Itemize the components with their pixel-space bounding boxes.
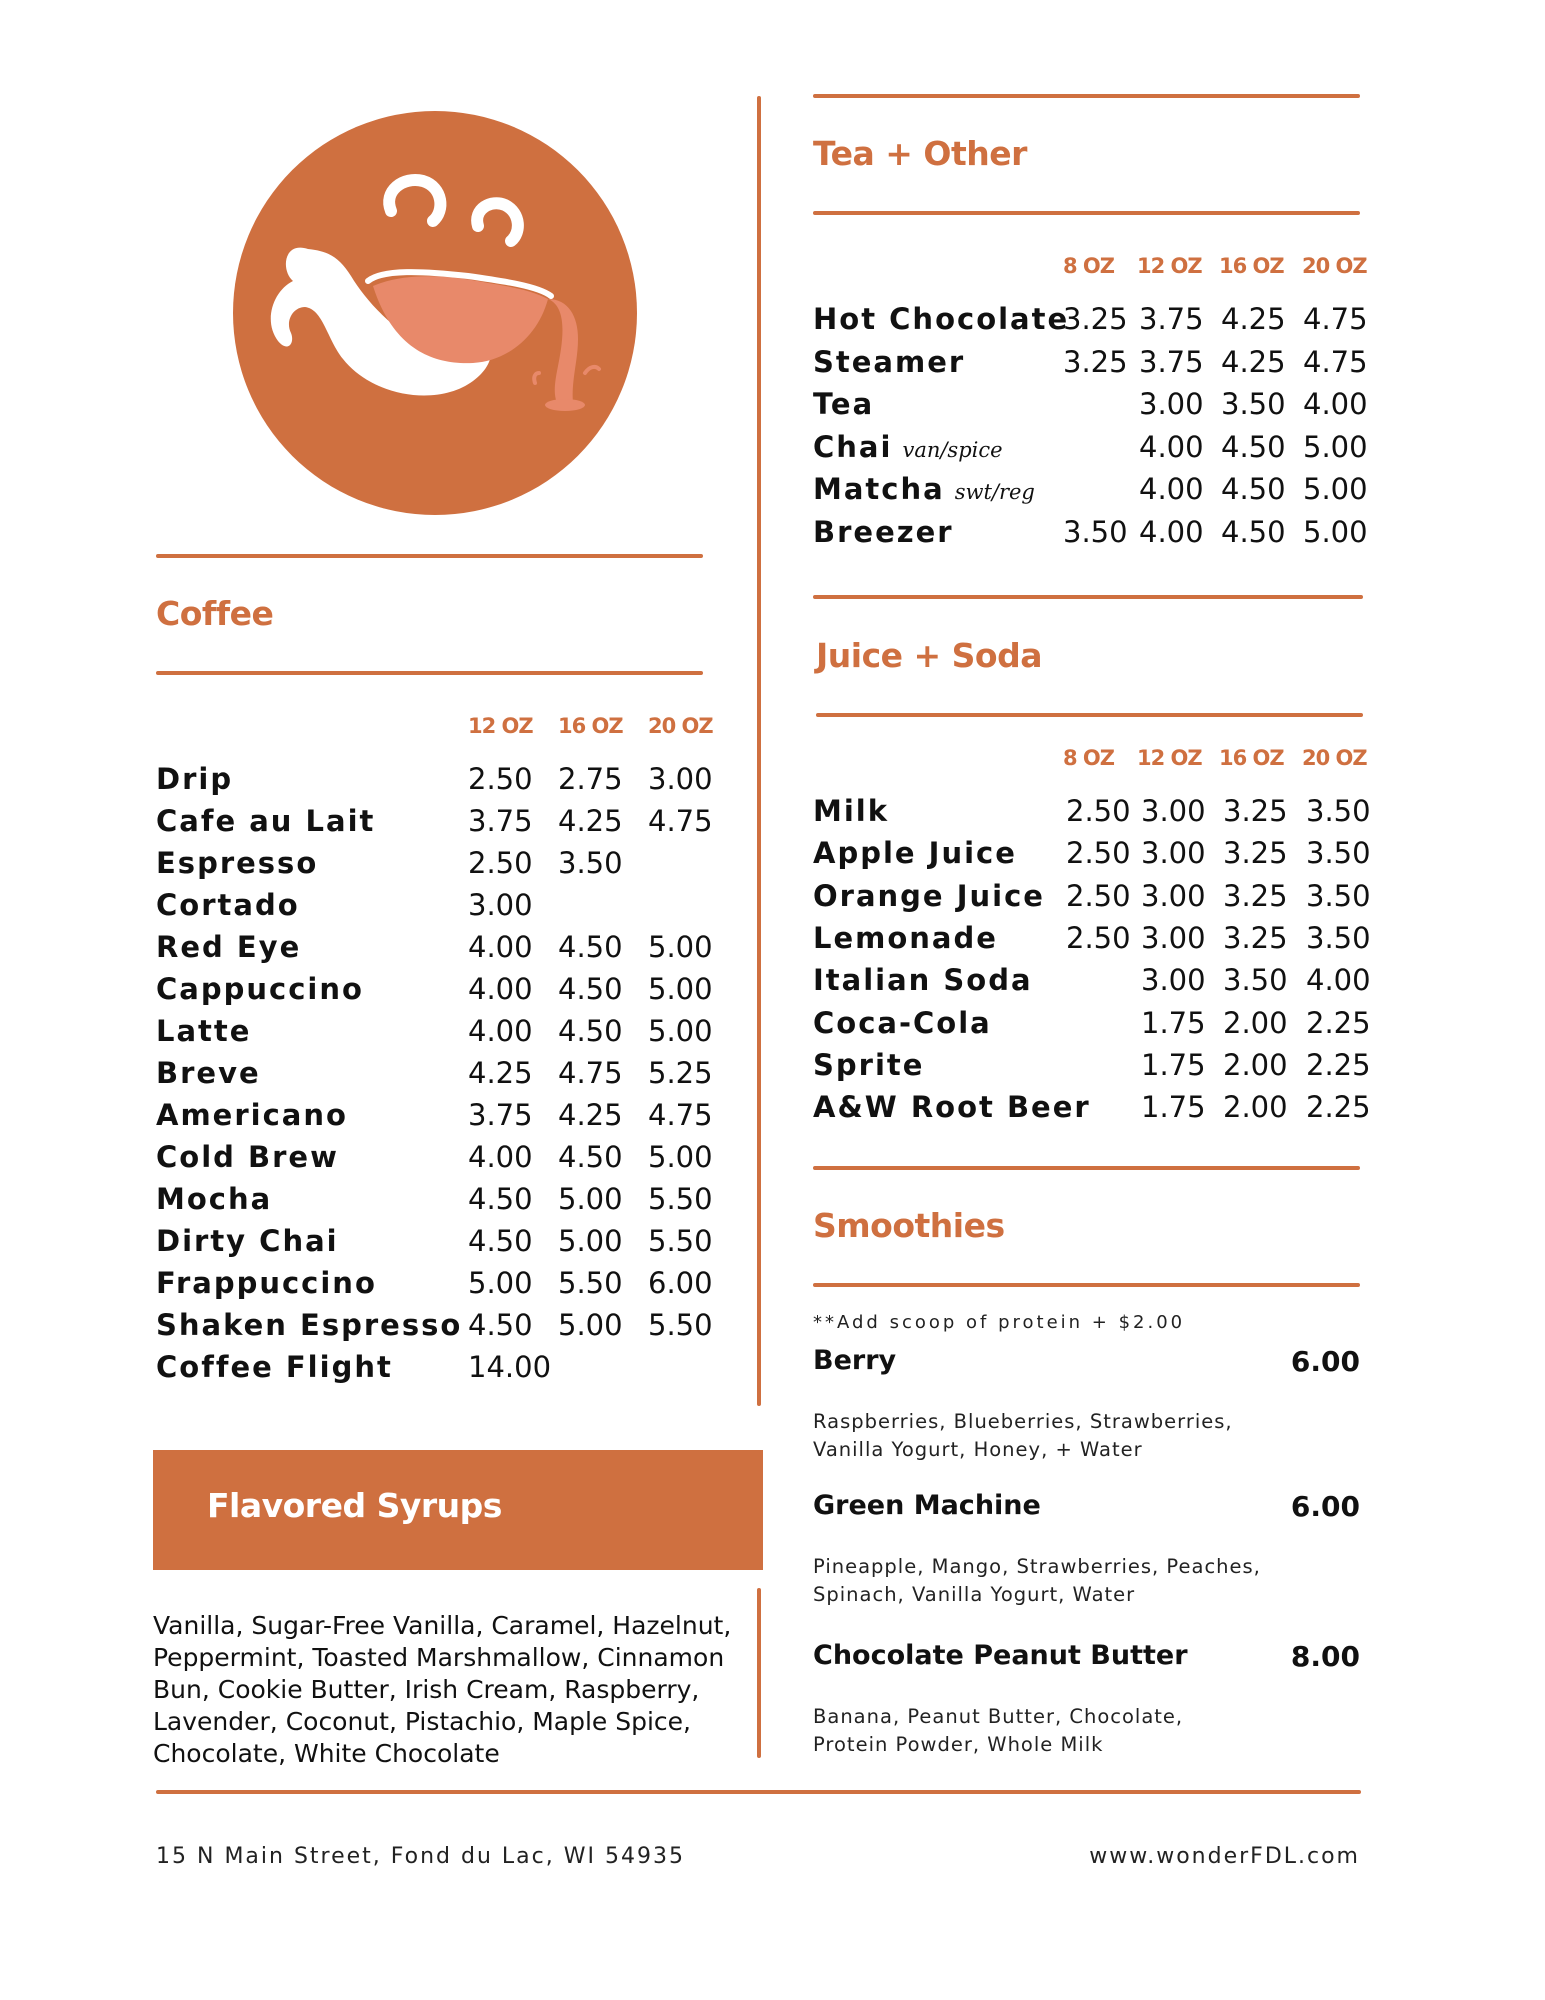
juice-item-price: 2.00 xyxy=(1223,1090,1288,1125)
coffee-item-price: 4.50 xyxy=(468,1224,533,1258)
juice-item-name: Sprite xyxy=(813,1047,925,1082)
coffee-item-name: Frappuccino xyxy=(156,1266,377,1300)
smoothie-description: Raspberries, Blueberries, Strawberries, xyxy=(813,1410,1233,1433)
tea-item-price: 4.00 xyxy=(1303,387,1368,421)
juice-top-rule xyxy=(813,595,1363,599)
juice-item-name: Lemonade xyxy=(813,920,998,955)
smoothie-price: 6.00 xyxy=(1290,1345,1360,1378)
flavored-syrups-heading: Flavored Syrups xyxy=(207,1486,502,1525)
coffee-heading: Coffee xyxy=(156,594,274,633)
juice-item-price: 3.00 xyxy=(1141,920,1206,955)
coffee-item-name: Drip xyxy=(156,762,234,796)
tea-item-price: 4.50 xyxy=(1221,429,1286,464)
juice-item-price: 3.25 xyxy=(1223,878,1288,913)
juice-item-price: 1.75 xyxy=(1141,1005,1206,1040)
juice-item-price: 2.50 xyxy=(1066,794,1131,828)
juice-item-price: 2.50 xyxy=(1066,836,1131,871)
smoothie-price: 6.00 xyxy=(1290,1490,1360,1523)
tea-item-name xyxy=(813,302,1069,336)
juice-item-price: 3.00 xyxy=(1141,794,1206,828)
juice-item-price: 3.00 xyxy=(1141,878,1206,913)
tea-item-label: Tea xyxy=(813,387,875,421)
juice-item-name: Apple Juice xyxy=(813,836,1017,871)
juice-item-price: 3.50 xyxy=(1223,963,1288,998)
smoothie-name: Berry xyxy=(813,1345,897,1376)
juice-item-price: 2.25 xyxy=(1306,1090,1371,1125)
tea-size-header: 20 OZ xyxy=(1302,254,1367,278)
coffee-cup-logo-icon xyxy=(233,111,637,515)
tea-size-header: 12 OZ xyxy=(1137,254,1202,278)
juice-size-header: 12 OZ xyxy=(1137,746,1202,770)
coffee-item-price: 3.00 xyxy=(648,762,713,796)
smoothie-description: Vanilla Yogurt, Honey, + Water xyxy=(813,1438,1143,1461)
coffee-item-price: 4.00 xyxy=(468,1014,533,1048)
protein-note: **Add scoop of protein + $2.00 xyxy=(813,1312,1186,1333)
coffee-item-name: Latte xyxy=(156,1014,252,1048)
juice-item-price: 1.75 xyxy=(1141,1047,1206,1082)
coffee-item-price: 5.00 xyxy=(558,1224,623,1258)
tea-item-note: swt/reg xyxy=(954,480,1035,504)
smoothies-heading: Smoothies xyxy=(813,1206,1005,1245)
column-divider-lower xyxy=(757,1588,761,1758)
coffee-item-name: Cortado xyxy=(156,888,300,922)
tea-item-price: 4.00 xyxy=(1139,514,1204,549)
juice-item-price: 2.25 xyxy=(1306,1005,1371,1040)
coffee-item-price: 4.25 xyxy=(468,1056,533,1090)
tea-bottom-rule xyxy=(813,211,1360,215)
coffee-item-name: Americano xyxy=(156,1098,348,1132)
juice-item-price: 3.50 xyxy=(1306,836,1371,871)
smoothie-price: 8.00 xyxy=(1290,1640,1360,1673)
tea-item-label: Breezer xyxy=(813,514,954,549)
juice-item-price: 3.25 xyxy=(1223,836,1288,871)
tea-item-price: 4.25 xyxy=(1221,302,1286,336)
tea-size-header: 16 OZ xyxy=(1219,254,1284,278)
coffee-item-name: Cold Brew xyxy=(156,1140,339,1174)
coffee-item-price: 4.50 xyxy=(558,1014,623,1048)
coffee-item-price: 6.00 xyxy=(648,1266,713,1300)
coffee-item-name: Dirty Chai xyxy=(156,1224,339,1258)
coffee-item-price: 4.00 xyxy=(468,930,533,964)
tea-item-name xyxy=(813,472,1035,506)
coffee-item-price: 4.75 xyxy=(558,1056,623,1090)
tea-item-price: 4.50 xyxy=(1221,514,1286,549)
tea-item-price: 3.00 xyxy=(1139,387,1204,421)
tea-size-header: 8 OZ xyxy=(1063,254,1115,278)
coffee-item-price: 4.50 xyxy=(558,1140,623,1174)
flavored-syrups-list: Vanilla, Sugar-Free Vanilla, Caramel, Hazelnut, Peppermint, Toasted Marshmallow, Cinnamon Bun, Cookie Butter, Irish Cream, Raspberry, Lavender, Coconut, Pistachio, Maple Spice, Chocolate, White Chocolate xyxy=(153,1611,732,1768)
coffee-item-price: 4.75 xyxy=(648,804,713,838)
juice-item-price: 2.00 xyxy=(1223,1047,1288,1082)
footer-address: 15 N Main Street, Fond du Lac, WI 54935 xyxy=(156,1844,685,1869)
tea-item-label: Matcha xyxy=(813,472,945,506)
tea-item-price: 4.75 xyxy=(1303,344,1368,379)
coffee-size-header: 16 OZ xyxy=(558,714,623,738)
tea-item-price: 4.50 xyxy=(1221,472,1286,506)
smoothies-bottom-rule xyxy=(813,1283,1360,1287)
smoothies-top-rule xyxy=(813,1166,1360,1170)
juice-item-price: 3.50 xyxy=(1306,794,1371,828)
juice-item-price: 3.25 xyxy=(1223,794,1288,828)
flavored-syrups-banner xyxy=(153,1450,763,1570)
juice-item-price: 3.25 xyxy=(1223,920,1288,955)
coffee-item-price: 2.75 xyxy=(558,762,623,796)
coffee-item-name: Espresso xyxy=(156,846,319,880)
coffee-item-name: Cafe au Lait xyxy=(156,804,376,838)
coffee-item-price: 4.50 xyxy=(558,972,623,1006)
tea-item-price: 3.75 xyxy=(1139,302,1204,336)
juice-item-price: 4.00 xyxy=(1306,963,1371,998)
coffee-item-price: 4.50 xyxy=(558,930,623,964)
smoothie-description: Pineapple, Mango, Strawberries, Peaches, xyxy=(813,1555,1261,1578)
juice-size-header: 20 OZ xyxy=(1302,746,1367,770)
coffee-item-name: Coffee Flight xyxy=(156,1350,393,1384)
coffee-size-header: 12 OZ xyxy=(468,714,533,738)
juice-size-header: 8 OZ xyxy=(1063,746,1115,770)
coffee-item-price: 4.00 xyxy=(468,972,533,1006)
tea-heading: Tea + Other xyxy=(813,134,1027,173)
coffee-item-price: 5.50 xyxy=(648,1182,713,1216)
tea-item-price: 3.50 xyxy=(1063,514,1128,549)
juice-item-name: A&W Root Beer xyxy=(813,1090,1091,1125)
tea-item-price: 5.00 xyxy=(1303,429,1368,464)
tea-item-price: 4.75 xyxy=(1303,302,1368,336)
tea-item-price: 3.25 xyxy=(1063,302,1128,336)
tea-item-price: 4.25 xyxy=(1221,344,1286,379)
tea-item-name xyxy=(813,430,1003,464)
smoothie-description: Protein Powder, Whole Milk xyxy=(813,1733,1104,1756)
coffee-item-price: 5.00 xyxy=(648,1014,713,1048)
tea-item-price: 4.00 xyxy=(1139,429,1204,464)
coffee-item-price: 5.50 xyxy=(648,1308,713,1342)
coffee-item-price: 5.00 xyxy=(648,930,713,964)
coffee-item-price: 3.50 xyxy=(558,846,623,880)
coffee-item-price: 4.50 xyxy=(468,1308,533,1342)
coffee-item-price: 4.75 xyxy=(648,1098,713,1132)
coffee-item-price: 3.75 xyxy=(468,804,533,838)
coffee-item-price: 5.50 xyxy=(648,1224,713,1258)
coffee-item-price: 2.50 xyxy=(468,762,533,796)
tea-top-rule xyxy=(813,94,1360,98)
coffee-size-header: 20 OZ xyxy=(648,714,713,738)
tea-item-price: 3.75 xyxy=(1139,344,1204,379)
coffee-item-price: 5.50 xyxy=(558,1266,623,1300)
coffee-item-name: Mocha xyxy=(156,1182,273,1216)
tea-item-name xyxy=(813,345,965,379)
column-divider xyxy=(757,96,761,1406)
coffee-item-price: 2.50 xyxy=(468,846,533,880)
juice-item-price: 3.50 xyxy=(1306,920,1371,955)
tea-item-label: Hot Chocolate xyxy=(813,302,1070,336)
juice-item-price: 3.00 xyxy=(1141,836,1206,871)
juice-bottom-rule xyxy=(816,713,1363,717)
coffee-item-price: 3.00 xyxy=(468,888,533,922)
coffee-item-price: 5.00 xyxy=(558,1308,623,1342)
coffee-item-price: 4.00 xyxy=(468,1140,533,1174)
coffee-item-price: 5.00 xyxy=(558,1182,623,1216)
coffee-item-name: Red Eye xyxy=(156,930,302,964)
juice-item-name: Coca-Cola xyxy=(813,1005,992,1040)
smoothie-description: Spinach, Vanilla Yogurt, Water xyxy=(813,1583,1136,1606)
juice-item-name: Milk xyxy=(813,794,890,828)
tea-item-note: van/spice xyxy=(902,437,1003,462)
juice-item-price: 2.50 xyxy=(1066,878,1131,913)
juice-heading: Juice + Soda xyxy=(816,636,1042,675)
coffee-top-rule xyxy=(156,554,703,558)
coffee-item-name: Breve xyxy=(156,1056,261,1090)
coffee-item-price: 5.25 xyxy=(648,1056,713,1090)
coffee-item-price: 4.50 xyxy=(468,1182,533,1216)
juice-item-price: 2.50 xyxy=(1066,920,1131,955)
coffee-item-name: Cappuccino xyxy=(156,972,364,1006)
footer-rule xyxy=(156,1790,1361,1794)
juice-item-name: Orange Juice xyxy=(813,878,1045,913)
coffee-item-name: Shaken Espresso xyxy=(156,1308,463,1342)
juice-size-header: 16 OZ xyxy=(1219,746,1284,770)
juice-item-price: 3.50 xyxy=(1306,878,1371,913)
footer-website: www.wonderFDL.com xyxy=(1089,1844,1360,1869)
tea-item-name xyxy=(813,515,954,549)
tea-item-price: 3.50 xyxy=(1221,387,1286,421)
coffee-item-price: 5.00 xyxy=(648,972,713,1006)
tea-item-price: 3.25 xyxy=(1063,344,1128,379)
tea-item-price: 5.00 xyxy=(1303,514,1368,549)
juice-item-price: 2.00 xyxy=(1223,1005,1288,1040)
coffee-bottom-rule xyxy=(156,671,703,675)
smoothie-name: Green Machine xyxy=(813,1490,1041,1521)
coffee-item-price: 5.00 xyxy=(468,1266,533,1300)
juice-item-price: 2.25 xyxy=(1306,1047,1371,1082)
coffee-item-price: 3.75 xyxy=(468,1098,533,1132)
juice-item-price: 1.75 xyxy=(1141,1090,1206,1125)
coffee-item-price: 4.25 xyxy=(558,804,623,838)
tea-item-price: 5.00 xyxy=(1303,472,1368,506)
juice-item-name: Italian Soda xyxy=(813,963,1033,998)
tea-item-label: Chai xyxy=(813,429,893,464)
juice-item-price: 3.00 xyxy=(1141,963,1206,998)
tea-item-name xyxy=(813,387,874,421)
smoothie-description: Banana, Peanut Butter, Chocolate, xyxy=(813,1705,1184,1728)
tea-item-price: 4.00 xyxy=(1139,472,1204,506)
coffee-item-price: 5.00 xyxy=(648,1140,713,1174)
smoothie-name: Chocolate Peanut Butter xyxy=(813,1640,1188,1671)
coffee-item-price: 4.25 xyxy=(558,1098,623,1132)
tea-item-label: Steamer xyxy=(813,344,966,379)
coffee-item-price: 14.00 xyxy=(468,1350,552,1384)
